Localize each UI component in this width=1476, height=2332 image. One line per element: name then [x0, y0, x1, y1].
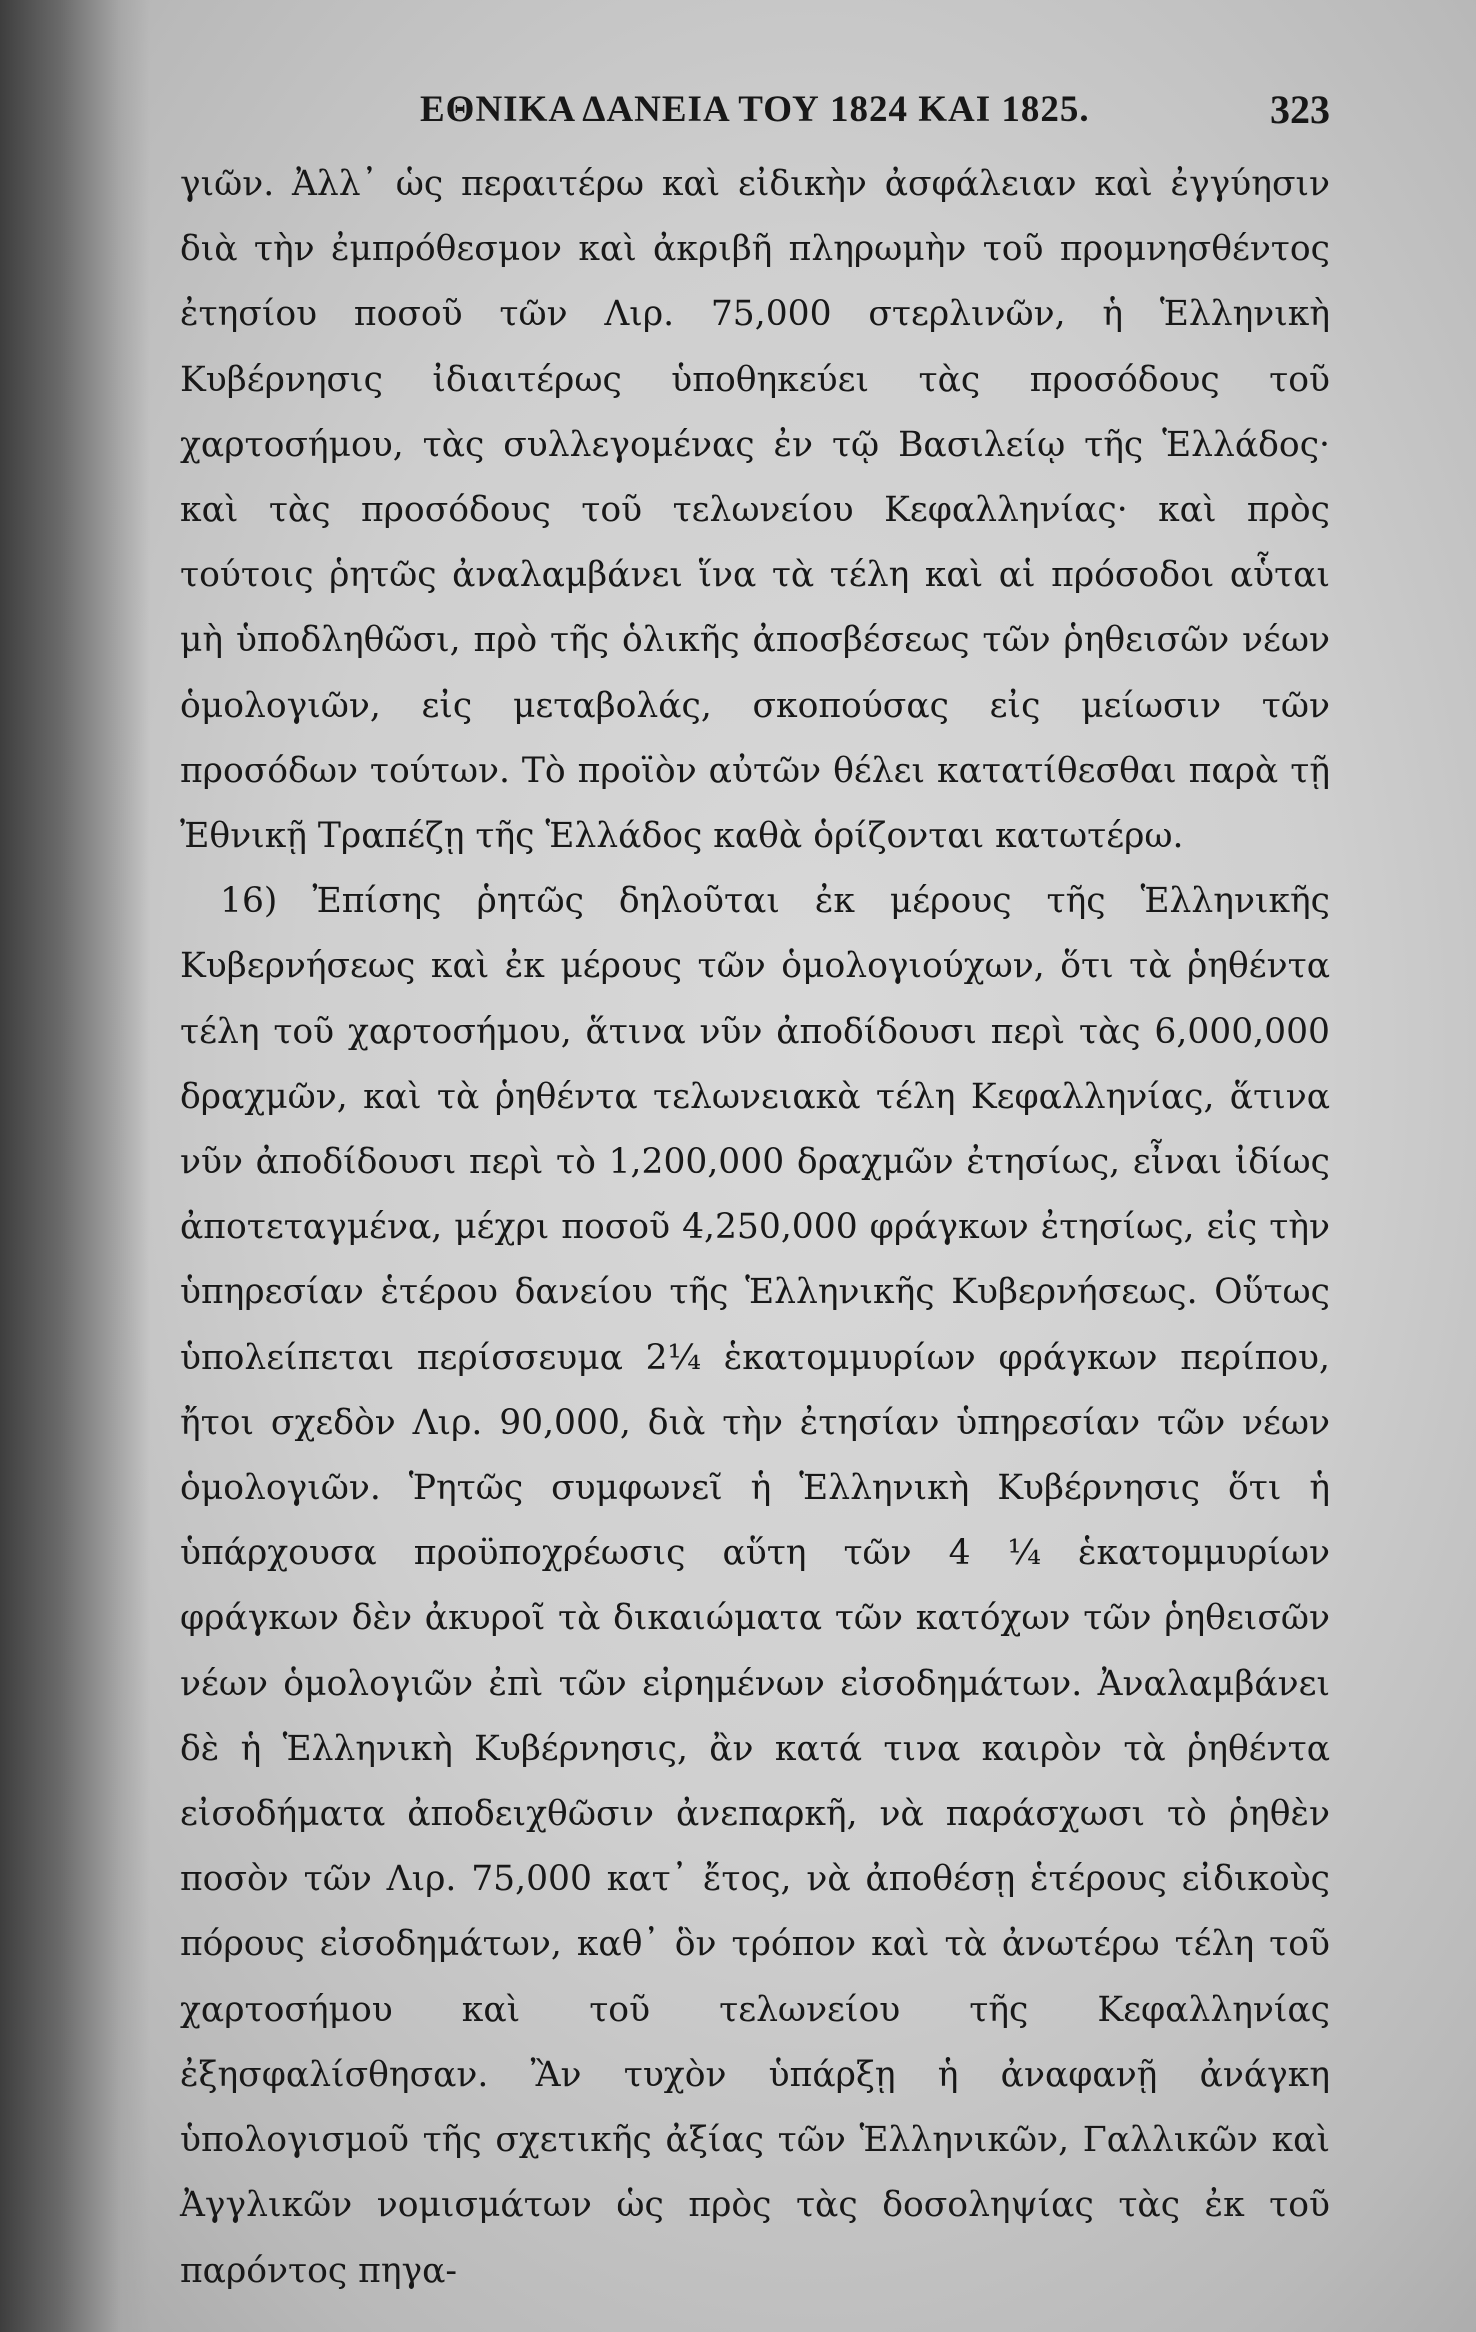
- body-text: [180, 152, 1330, 2304]
- running-head: ΕΘΝΙΚΑ ΔΑΝΕΙΑ ΤΟΥ 1824 ΚΑΙ 1825.: [420, 89, 1090, 130]
- page-header: [180, 78, 1330, 138]
- page-number: 323: [1270, 87, 1330, 132]
- book-page: [180, 78, 1330, 2304]
- paragraph-article-16: 16) Ἐπίσης ῥητῶς δηλοῦται ἐκ μέρους τῆς Ἑλληνικῆς Κυβερνήσεως καὶ ἐκ μέρους τῶν ὁμολογιούχων, ὅτι τὰ ῥηθέντα τέλη τοῦ χαρτοσήμου, ἅτινα νῦν ἀποδίδουσι περὶ τὰς 6,000,000 δραχμῶν, καὶ τὰ ῥηθέντα τελωνειακὰ τέλη Κεφαλληνίας, ἅτινα νῦν ἀποδίδουσι περὶ τὸ 1,200,000 δραχμῶν ἐτησίως, εἶναι ἰδίως ἀποτεταγμένα, μέχρι ποσοῦ 4,250,000 φράγκων ἐτησίως, εἰς τὴν ὑπηρεσίαν ἑτέρου δανείου τῆς Ἑλληνικῆς Κυβερνήσεως. Οὕτως ὑπολείπεται περίσσευμα 2¼ ἑκατομμυρίων φράγκων περίπου, ἤτοι σχεδὸν Λιρ. 90,000, διὰ τὴν ἐτησίαν ὑπηρεσίαν τῶν νέων ὁμολογιῶν. Ῥητῶς συμφωνεῖ ἡ Ἑλληνικὴ Κυβέρνησις ὅτι ἡ ὑπάρχουσα προϋποχρέωσις αὕτη τῶν 4 ¼ ἑκατομμυρίων φράγκων δὲν ἀκυροῖ τὰ δικαιώματα τῶν κατόχων τῶν ῥηθεισῶν νέων ὁμολογιῶν ἐπὶ τῶν εἰρημένων εἰσοδημάτων. Ἀναλαμβάνει δὲ ἡ Ἑλληνικὴ Κυβέρνησις, ἂν κατά τινα καιρὸν τὰ ῥηθέντα εἰσοδήματα ἀποδειχθῶσιν ἀνεπαρκῆ, νὰ παράσχωσι τὸ ῥηθὲν ποσὸν τῶν Λιρ. 75,000 κατ᾽ ἔτος, νὰ ἀποθέσῃ ἑτέρους εἰδικοὺς πόρους εἰσοδημάτων, καθ᾽ ὃν τρόπον καὶ τὰ ἀνωτέρω τέλη τοῦ χαρτοσήμου καὶ τοῦ τελωνείου τῆς Κεφαλληνίας ἐξησφαλίσθησαν. Ἂν τυχὸν ὑπάρξῃ ἡ ἀναφανῇ ἀνάγκη ὑπολογισμοῦ τῆς σχετικῆς ἀξίας τῶν Ἑλληνικῶν, Γαλλικῶν καὶ Ἀγγλικῶν νομισμάτων ὡς πρὸς τὰς δοσοληψίας τὰς ἐκ τοῦ παρόντος πηγα-: [180, 881, 1330, 2291]
- book-gutter-shadow: [0, 0, 150, 2332]
- paragraph-continuation: γιῶν. Ἀλλ᾽ ὡς περαιτέρω καὶ εἰδικὴν ἀσφάλειαν καὶ ἐγγύησιν διὰ τὴν ἐμπρόθεσμον καὶ ἀκριβῆ πληρωμὴν τοῦ προμνησθέντος ἐτησίου ποσοῦ τῶν Λιρ. 75,000 στερλινῶν, ἡ Ἑλληνικὴ Κυβέρνησις ἰδιαιτέρως ὑποθηκεύει τὰς προσόδους τοῦ χαρτοσήμου, τὰς συλλεγομένας ἐν τῷ Βασιλείῳ τῆς Ἑλλάδος· καὶ τὰς προσόδους τοῦ τελωνείου Κεφαλληνίας· καὶ πρὸς τούτοις ῥητῶς ἀναλαμβάνει ἵνα τὰ τέλη καὶ αἱ πρόσοδοι αὗται μὴ ὑποδληθῶσι, πρὸ τῆς ὁλικῆς ἀποσβέσεως τῶν ῥηθεισῶν νέων ὁμολογιῶν, εἰς μεταβολάς, σκοπούσας εἰς μείωσιν τῶν προσόδων τούτων. Τὸ προϊὸν αὐτῶν θέλει κατατίθεσθαι παρὰ τῇ Ἐθνικῇ Τραπέζῃ τῆς Ἑλλάδος καθὰ ὁρίζονται κατωτέρω.: [180, 164, 1330, 857]
